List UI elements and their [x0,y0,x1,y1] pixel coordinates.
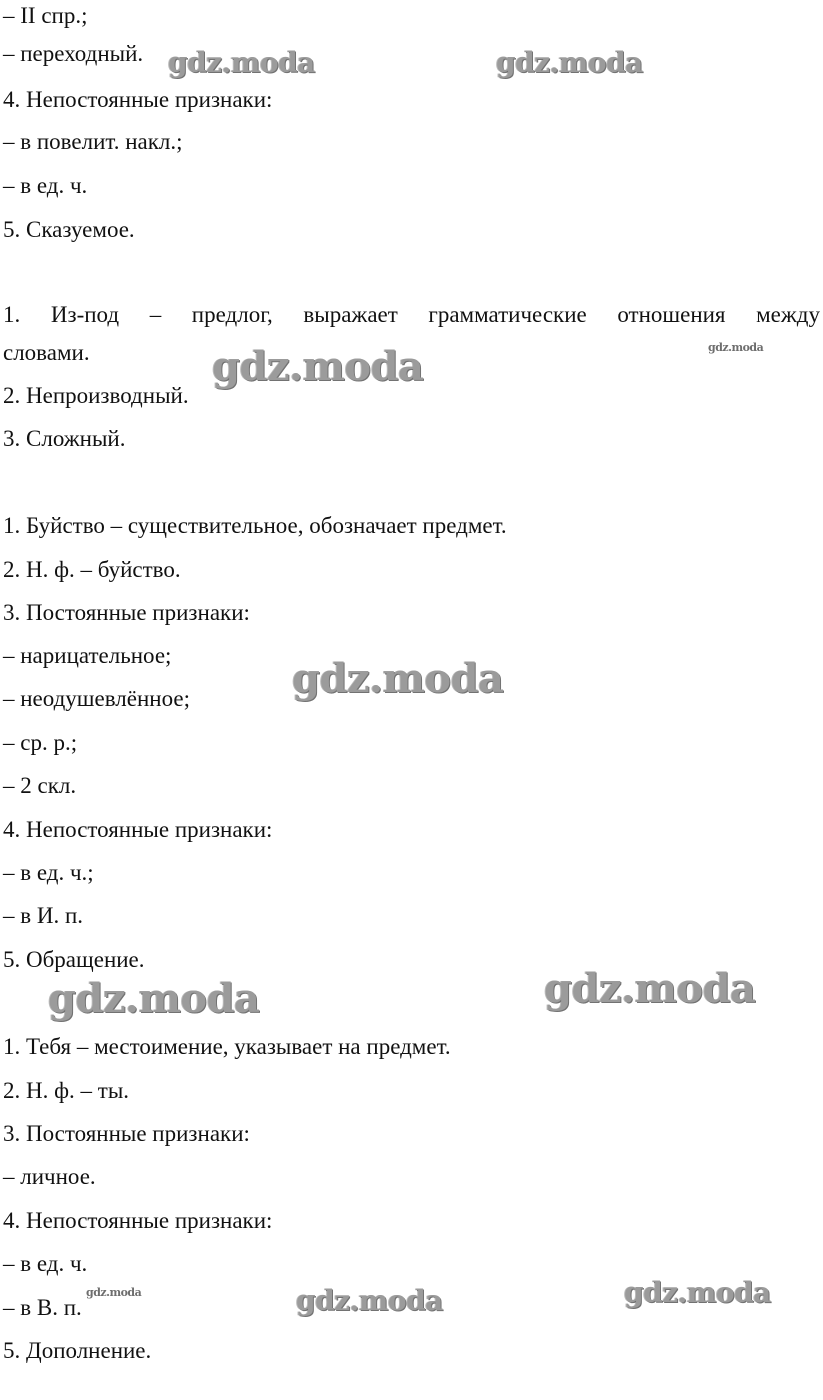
watermark: gdz.moda [496,46,643,79]
text-line: 4. Непостоянные признаки: [3,1208,273,1233]
watermark: gdz.moda [48,975,260,1022]
text-line: 4. Непостоянные признаки: [3,87,273,112]
text-line-justified: 1. Из-под – предлог, выражает грамматические отношения между [3,302,820,327]
text-line: – в И. п. [3,903,84,928]
watermark: gdz.moda [212,343,424,390]
text-line: – личное. [3,1164,96,1189]
text-line: – ср. р.; [3,730,78,755]
text-line: 2. Непроизводный. [3,383,189,408]
text-line: 2. Н. ф. – ты. [3,1078,130,1103]
watermark: gdz.moda [292,655,504,702]
text-line: 5. Обращение. [3,947,145,972]
text-line: – в повелит. накл.; [3,129,183,154]
watermark: gdz.moda [296,1284,443,1317]
text-line: 1. Буйство – существительное, обозначает предмет. [3,513,507,538]
text-line: 1. Тебя – местоимение, указывает на предмет. [3,1034,451,1059]
text-line: – в ед. ч.; [3,860,94,885]
watermark: gdz.moda [708,341,764,354]
watermark: gdz.moda [168,46,315,79]
text-line: – неодушевлённое; [3,686,190,711]
text-line: – II спр.; [3,3,88,28]
text-line: – в ед. ч. [3,173,88,198]
text-line: 4. Непостоянные признаки: [3,817,273,842]
text-line: – переходный. [3,41,144,66]
text-line: 5. Сказуемое. [3,217,135,242]
watermark: gdz.moda [624,1276,771,1309]
text-line: 3. Постоянные признаки: [3,600,250,625]
text-line: 2. Н. ф. – буйство. [3,557,181,582]
text-line: 3. Постоянные признаки: [3,1121,250,1146]
text-line: – нарицательное; [3,643,172,668]
text-line: 3. Сложный. [3,426,126,451]
text-line: 5. Дополнение. [3,1338,152,1363]
text-line: – в ед. ч. [3,1251,88,1276]
text-line: словами. [3,340,90,365]
watermark: gdz.moda [86,1286,142,1299]
watermark: gdz.moda [544,965,756,1012]
text-line: – в В. п. [3,1295,82,1320]
text-line: – 2 скл. [3,773,77,798]
